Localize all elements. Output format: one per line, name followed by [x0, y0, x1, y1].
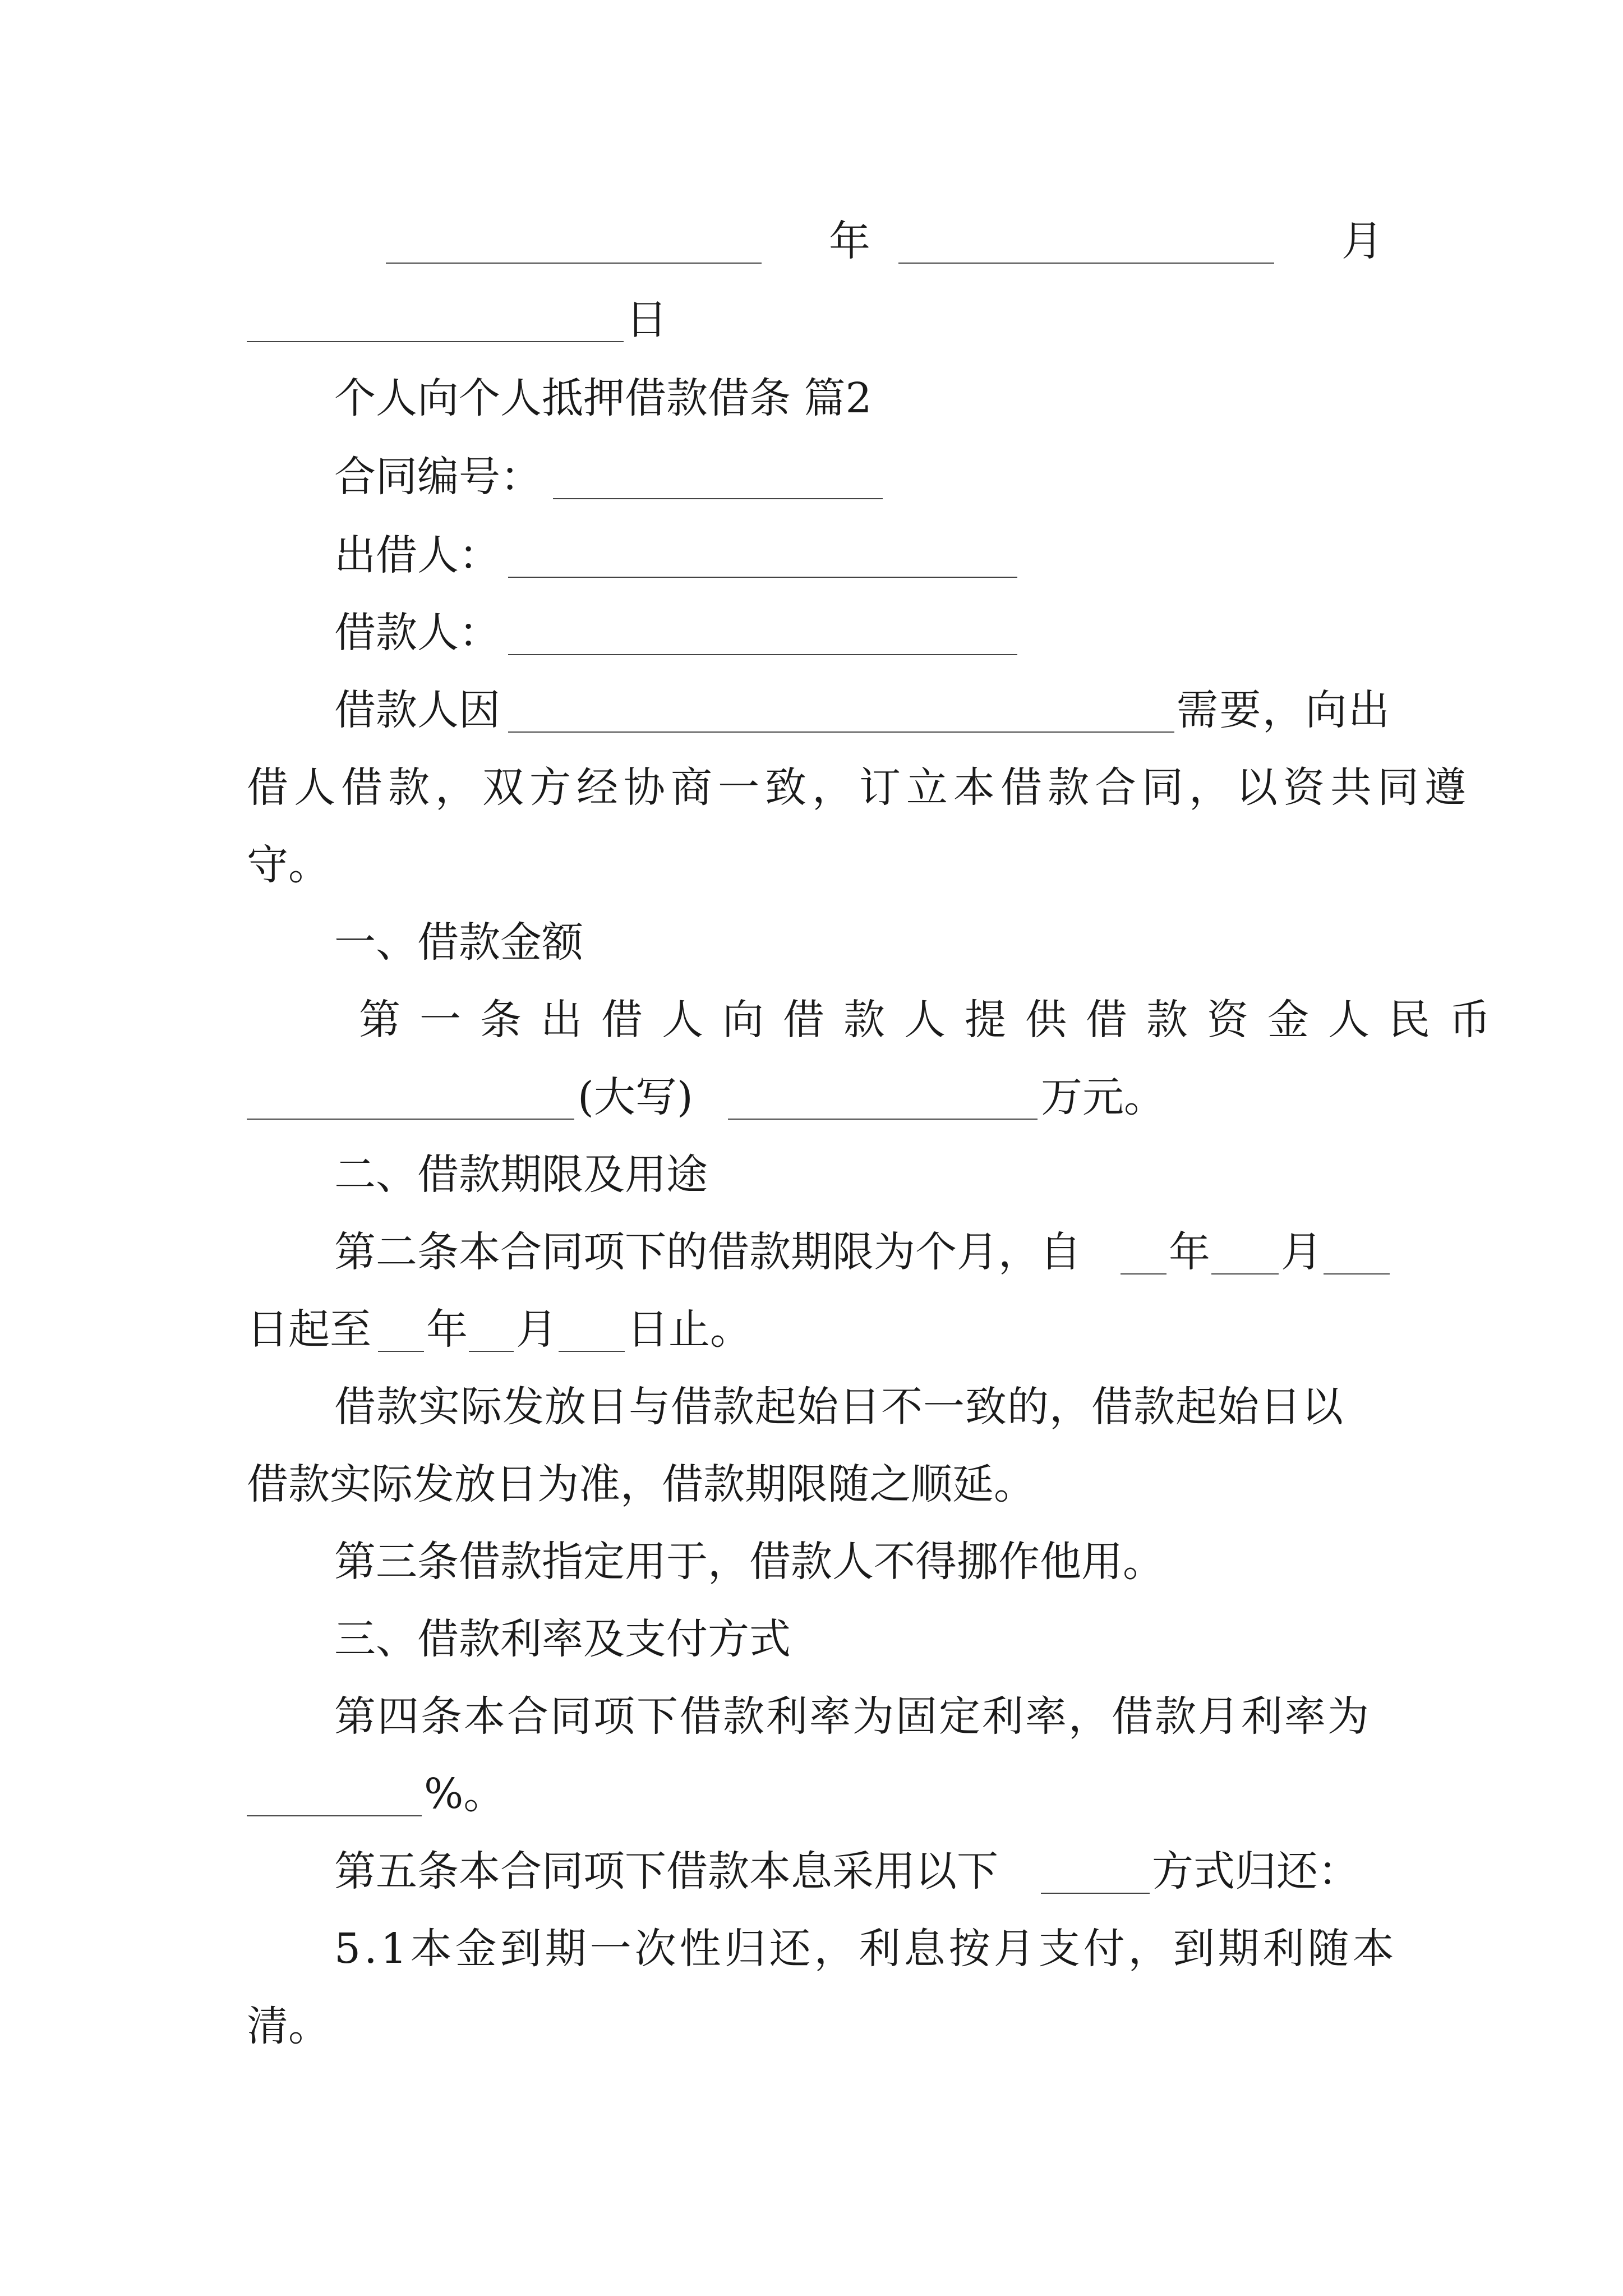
article2-line-2 [0, 1296, 1623, 1363]
item51-line-2 [0, 1993, 1623, 2060]
section2-heading-line [0, 1141, 1623, 1208]
daxie-label: (大写) [578, 1073, 693, 1121]
para2-line-1 [0, 1373, 1623, 1441]
lender-blank [508, 577, 1017, 578]
end-day-blank [559, 1351, 625, 1352]
article5-prefix: 第五条本合同项下借款本息采用以下 [334, 1847, 998, 1895]
intro-prefix: 借款人因 [334, 686, 500, 734]
end-day-text: 日止。 [627, 1305, 751, 1354]
contract-no-label: 合同编号： [334, 453, 542, 501]
article1-text: 第一条出借人向借款人提供借款资金人民币 [359, 996, 1510, 1044]
doc-title: 个人向个人抵押借款借条 篇2 [334, 374, 872, 422]
month-char: 月 [1341, 217, 1383, 265]
end-month-blank [469, 1351, 514, 1352]
amount-daxie-blank [728, 1119, 1038, 1120]
wanyuan-label: 万元。 [1041, 1073, 1165, 1121]
intro-line-2-text: 借人借款，双方经协商一致，订立本借款合同，以资共同遵 [247, 763, 1472, 812]
item51-line-1 [0, 1915, 1623, 1982]
day-char: 日 [626, 296, 667, 344]
article3-text: 第三条借款指定用于，借款人不得挪作他用。 [334, 1538, 1164, 1586]
article4-line-2 [0, 1760, 1623, 1828]
intro-line-3 [0, 831, 1623, 899]
start-year-char: 年 [1169, 1228, 1210, 1276]
intro-suffix [1177, 677, 1390, 744]
amount-blank [247, 1119, 574, 1120]
method-blank [1041, 1893, 1150, 1894]
section2-heading: 二、借款期限及用途 [334, 1151, 708, 1199]
lender-line [0, 522, 1623, 589]
intro-line-2 [0, 754, 1623, 821]
article5-line [0, 1838, 1623, 1905]
doc-title-line [0, 365, 1623, 432]
item51-text-2: 清。 [247, 2002, 330, 2050]
glyph: 要 [1219, 686, 1261, 734]
start-year-blank [1121, 1273, 1166, 1274]
borrower-blank [508, 654, 1017, 655]
month-blank [898, 263, 1274, 264]
end-month-char: 月 [516, 1305, 557, 1354]
end-year-char: 年 [426, 1305, 468, 1354]
section3-heading: 三、借款利率及支付方式 [334, 1615, 791, 1663]
section1-heading: 一、借款金额 [334, 918, 583, 967]
borrower-line [0, 599, 1623, 666]
contract-no-blank [553, 498, 883, 499]
borrower-label: 借款人： [334, 609, 500, 657]
article2-from: 日起至 [247, 1305, 371, 1354]
year-blank [386, 263, 762, 264]
lender-label: 出借人： [334, 531, 500, 579]
percent-text: %。 [424, 1770, 505, 1818]
article2-text: 第二条本合同项下的借款期限为个月，自 [334, 1228, 1081, 1276]
start-day-blank [1324, 1273, 1390, 1274]
section3-heading-line [0, 1605, 1623, 1673]
article4-text: 第四条本合同项下借款利率为固定利率，借款月利率为 [334, 1692, 1371, 1741]
contract-no-line [0, 443, 1623, 510]
article1-line-2 [0, 1064, 1623, 1131]
glyph: 向 [1305, 686, 1347, 734]
para2-line-2 [0, 1451, 1623, 1518]
start-month-char: 月 [1281, 1228, 1322, 1276]
end-year-blank [378, 1351, 424, 1352]
rate-blank [247, 1815, 422, 1816]
article4-line-1 [0, 1683, 1623, 1750]
intro-line-1 [0, 677, 1623, 744]
item51-text-1: 5.1本金到期一次性归还，利息按月支付，到期利随本 [334, 1925, 1398, 1973]
article5-suffix: 方式归还： [1152, 1847, 1359, 1895]
article3-line [0, 1528, 1623, 1595]
glyph: 出 [1348, 686, 1390, 734]
glyph: 需 [1177, 686, 1218, 734]
start-month-blank [1211, 1273, 1279, 1274]
para2-text-1: 借款实际发放日与借款起始日不一致的，借款起始日以 [334, 1383, 1344, 1431]
article2-line-1 [0, 1218, 1623, 1286]
reason-blank [508, 731, 1174, 733]
date-line [0, 208, 1623, 275]
section1-heading-line [0, 909, 1623, 976]
glyph: ， [1262, 686, 1304, 734]
article1-line-1 [0, 986, 1623, 1053]
day-blank [247, 341, 624, 342]
date-line-2 [0, 286, 1623, 353]
year-char: 年 [829, 217, 870, 265]
para2-text-2: 借款实际发放日为准，借款期限随之顺延。 [247, 1460, 1035, 1508]
intro-line-3-text: 守。 [247, 841, 330, 889]
